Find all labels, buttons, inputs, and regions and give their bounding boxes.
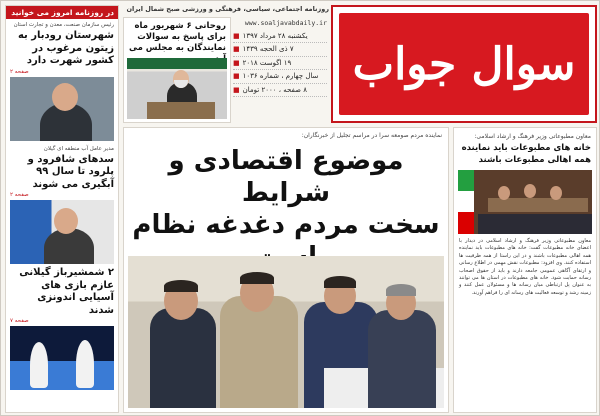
story-photo — [10, 326, 114, 390]
tagline: روزنامه اجتماعی، سیاسی، فرهنگی و ورزشی صبح شمال ایران — [126, 5, 329, 13]
info-row: سال چهارم ، شماره ۱۰۳۶ ■ — [233, 70, 327, 84]
list-item: رئیس سازمان صنعت، معدن و تجارت استان شهرستان رودبار به زیتون مرغوب در کشور شهرت دارد صفحه ۲ — [6, 19, 118, 141]
masthead-logo — [339, 13, 589, 115]
left-column-banner: در روزنامه امروز می خوانید — [6, 6, 118, 19]
info-row: ۱۹ اگوست ۲۰۱۸ ■ — [233, 57, 327, 71]
teaser-photo — [127, 58, 227, 119]
story-photo — [10, 200, 114, 264]
main-photo — [128, 256, 444, 408]
main-headline: موضوع اقتصادی و شرایط سخت مردم دغدغه نظام — [132, 146, 440, 240]
issue-info — [233, 17, 327, 135]
right-kicker: معاون مطبوعاتی وزیر فرهنگ و ارشاد اسلامی: — [474, 133, 591, 140]
masthead — [331, 5, 597, 123]
right-headline: خانه های مطبوعات باید نماینده همه اهالی مطبوعات باشند — [461, 143, 591, 165]
story-photo — [10, 77, 114, 141]
teaser-headline: روحانی ۶ شهریور ماه برای پاسخ به سوالات نمایندگان به مجلس می — [128, 21, 226, 53]
list-item: مدیر عامل آب منطقه ای گیلان سدهای شافرود و پلرود تا سال ۹۹ آبگیری می شوند صفحه ۲ — [6, 143, 118, 265]
main-story — [123, 127, 449, 413]
info-row: ۷ ذی الحجه ۱۴۳۹ ■ — [233, 43, 327, 57]
story-headline: شهرستان رودبار به زیتون مرغوب در کشور شهرت دارد — [17, 30, 114, 66]
info-row: یکشنبه ۲۸ مرداد ۱۳۹۷ ■ — [233, 30, 327, 44]
right-body-text: معاون مطبوعاتی وزیر فرهنگ و ارشاد اسلامی در دیدار با اعضای خانه مطبوعات گفت: خانه های مطبوعات باید نماینده همه اهالی مطبوعات باشند و در این راستا از همه ظرفیت ها استفاده کنند. وی افزود: مطبوعات نقش مهمی در اطلاع رسانی و ارتقای آگاهی عمومی جامعه دارند و باید از حقوق اصحاب رسانه حمایت شود. خانه های مطبوعات در استان ها می توانند به عنوان پل ارتباطی میان رسانه ها و مسئولان عمل کنند و زمینه رشد و توسعه فعالیت های رسانه ای را فراهم آورند. — [459, 238, 591, 296]
list-item: ۲ شمشیرباز گیلانی عازم بازی های آسیایی اندونزی شدند صفحه ۷ — [6, 266, 118, 390]
masthead-title: سوال جواب — [352, 38, 576, 90]
main-kicker: نماینده مردم صومعه سرا در مراسم تجلیل از خبرنگاران: — [301, 132, 442, 139]
website: www.soaljavabdaily.ir — [244, 19, 327, 27]
info-row: ۸ صفحه ، ۲۰۰۰ تومان ■ — [233, 84, 327, 98]
story-headline: سدهای شافرود و پلرود تا سال ۹۹ آبگیری می شوند — [27, 153, 114, 190]
teaser-story — [123, 17, 231, 123]
right-photo — [458, 170, 592, 234]
right-column — [453, 127, 597, 413]
story-headline: ۲ شمشیرباز گیلانی عازم بازی های آسیایی اندونزی شدند — [19, 267, 114, 316]
left-column — [5, 5, 119, 413]
